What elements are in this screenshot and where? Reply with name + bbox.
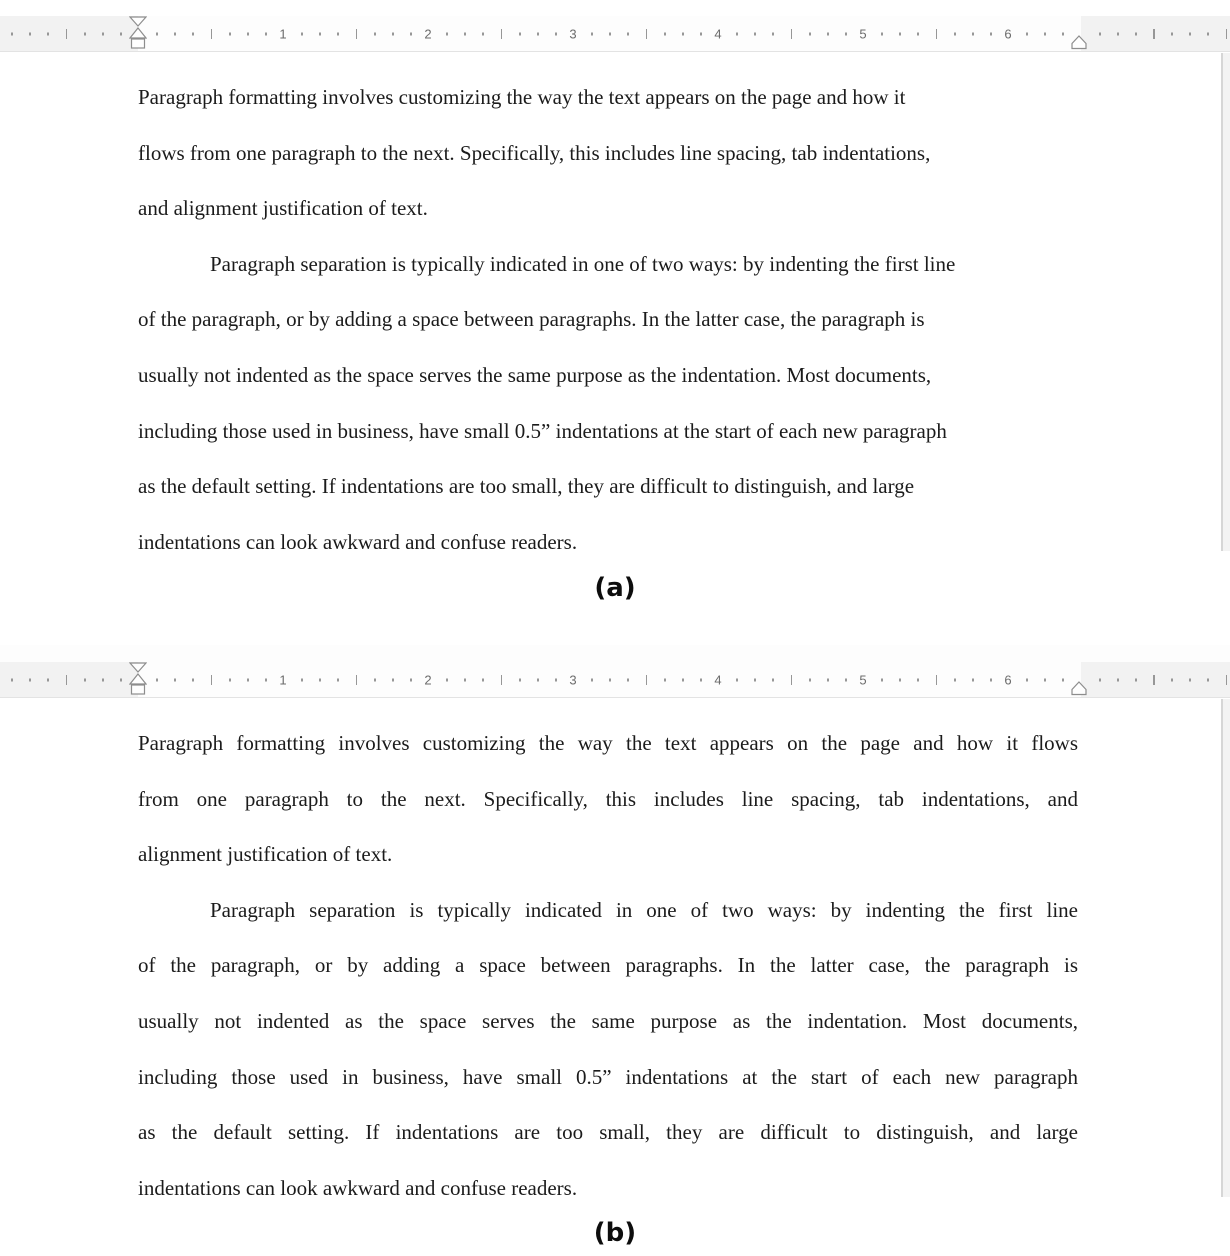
ruler-tick	[555, 32, 557, 35]
ruler-tick	[156, 32, 158, 35]
ruler-tick	[990, 32, 992, 35]
ruler-tick	[736, 32, 738, 35]
ruler-tick	[337, 678, 339, 681]
ruler-tick	[754, 32, 756, 35]
ruler-tick	[482, 678, 484, 681]
ruler-inch-number: 3	[569, 26, 577, 41]
ruler-tick	[1189, 32, 1191, 35]
ruler-tick	[1044, 678, 1046, 681]
ruler-tick	[1062, 32, 1064, 35]
ruler-tick	[84, 32, 86, 35]
text-line[interactable]: as the default setting. If indentations are too small, they are difficult to distinguish, and large	[138, 1120, 1078, 1145]
ruler-tick	[374, 32, 376, 35]
ruler-tick	[700, 678, 702, 681]
ruler-tick	[791, 29, 793, 39]
document-page[interactable]	[0, 52, 1230, 572]
text-line[interactable]: Paragraph formatting involves customizing the way the text appears on the page and how it	[138, 85, 906, 109]
ruler-tick	[192, 678, 194, 681]
ruler-tick	[627, 678, 629, 681]
hanging-indent-marker[interactable]	[129, 27, 147, 50]
text-line[interactable]: flows from one paragraph to the next. Specifically, this includes line spacing, tab indentations,	[138, 140, 931, 165]
ruler-tick	[1207, 678, 1209, 681]
ruler-tick	[537, 32, 539, 35]
ruler-tick	[247, 678, 249, 681]
ruler-tick	[646, 29, 648, 39]
ruler-tick	[519, 32, 521, 35]
figure-label-b: (b)	[593, 1218, 637, 1248]
right-indent-marker[interactable]	[1070, 35, 1088, 50]
ruler-tick	[1171, 678, 1173, 681]
text-line[interactable]: and alignment justification of text.	[138, 196, 428, 221]
ruler-tick	[501, 675, 503, 685]
ruler-tick	[11, 32, 13, 35]
ruler-tick	[972, 32, 974, 35]
ruler-tick	[664, 32, 666, 35]
ruler-tick	[47, 32, 49, 35]
ruler-tick	[845, 32, 847, 35]
ruler-tick	[1099, 678, 1101, 681]
ruler-tick	[1171, 32, 1173, 35]
ruler-tick	[809, 32, 811, 35]
left-indent-marker	[132, 39, 145, 48]
left-indent-marker	[132, 685, 145, 694]
ruler-tick	[664, 678, 666, 681]
ruler-tick	[301, 678, 303, 681]
text-line[interactable]: usually not indented as the space serves the same purpose as the indentation. Most documents,	[138, 1008, 1078, 1033]
ruler-tick	[682, 32, 684, 35]
ruler-inch-number: 5	[859, 672, 867, 687]
ruler-tick	[410, 32, 412, 35]
ruler-tick	[1189, 678, 1191, 681]
ruler-tick	[700, 32, 702, 35]
ruler-tick	[809, 678, 811, 681]
text-line[interactable]: alignment justification of text.	[138, 842, 393, 867]
ruler-tick	[754, 678, 756, 681]
ruler-tick	[446, 678, 448, 681]
ruler-tick	[1117, 32, 1119, 35]
ruler-tick	[845, 678, 847, 681]
ruler-tick	[990, 678, 992, 681]
document-text[interactable]	[0, 698, 1078, 1216]
ruler-tick	[609, 32, 611, 35]
ruler-tick	[899, 678, 901, 681]
ruler-tick	[174, 678, 176, 681]
ruler-tick	[102, 32, 104, 35]
ruler-tick	[29, 678, 31, 681]
ruler-tick	[646, 675, 648, 685]
ruler-tick	[591, 678, 593, 681]
text-line[interactable]: Paragraph separation is typically indicated in one of two ways: by indenting the first line	[210, 897, 1078, 922]
ruler-tick	[1226, 29, 1228, 39]
ruler-tick	[936, 29, 938, 39]
document-panel-b	[0, 645, 1230, 1206]
ruler-tick	[827, 32, 829, 35]
ruler-tick	[1099, 32, 1101, 35]
text-line[interactable]: of the paragraph, or by adding a space between paragraphs. In the latter case, the paragraph is	[138, 307, 925, 332]
ruler-tick	[1044, 32, 1046, 35]
ruler-tick	[772, 32, 774, 35]
ruler-tick	[519, 678, 521, 681]
ruler-tick	[47, 678, 49, 681]
ruler-tick	[972, 678, 974, 681]
ruler-tick	[66, 675, 68, 685]
ruler-inch-number: 1	[279, 672, 287, 687]
ruler-tick	[120, 32, 122, 35]
ruler-tick	[917, 678, 919, 681]
ruler-inch-number: 6	[1004, 672, 1012, 687]
ruler-tick	[1135, 32, 1137, 35]
ruler-inch-number: 4	[714, 672, 722, 687]
text-line[interactable]: Paragraph formatting involves customizing the way the text appears on the page and how it flows	[138, 731, 1078, 755]
text-line[interactable]: indentations can look awkward and confuse readers.	[138, 529, 578, 554]
ruler-tick	[954, 678, 956, 681]
ruler-inch-number: 1	[279, 26, 287, 41]
ruler-inch-number: 5	[859, 26, 867, 41]
horizontal-ruler[interactable]	[0, 662, 1230, 698]
ruler-inch-number: 6	[1004, 26, 1012, 41]
text-line[interactable]: usually not indented as the space serves the same purpose as the indentation. Most documents,	[138, 362, 932, 387]
ruler-inch-number: 2	[424, 26, 432, 41]
ruler-tick	[229, 678, 231, 681]
ruler-tick	[356, 29, 358, 39]
ruler-tick	[356, 675, 358, 685]
document-text[interactable]	[0, 52, 1078, 570]
document-panel-a	[0, 0, 1230, 572]
ruler-tick	[881, 32, 883, 35]
ruler-tick	[247, 32, 249, 35]
ruler-tick	[120, 678, 122, 681]
text-line[interactable]: as the default setting. If indentations are too small, they are difficult to distinguish, and large	[138, 474, 915, 499]
ruler-tick	[682, 678, 684, 681]
ruler-tick	[1226, 675, 1228, 685]
window-right-gutter	[1223, 53, 1230, 551]
ruler-inch-number: 3	[569, 672, 577, 687]
ruler-tick	[446, 32, 448, 35]
ruler-tick	[392, 678, 394, 681]
ruler-tick	[501, 29, 503, 39]
ruler-tick	[211, 29, 213, 39]
horizontal-ruler[interactable]	[0, 16, 1230, 52]
ruler-tick	[1117, 678, 1119, 681]
ruler-inch-number: 4	[714, 26, 722, 41]
hanging-indent-marker[interactable]	[129, 673, 147, 696]
text-line[interactable]: Paragraph separation is typically indicated in one of two ways: by indenting the first line	[210, 251, 956, 276]
ruler-tick	[627, 32, 629, 35]
ruler-tick	[1135, 678, 1137, 681]
right-indent-marker[interactable]	[1070, 681, 1088, 696]
ruler-tick	[102, 678, 104, 681]
ruler-tick	[482, 32, 484, 35]
ruler-tick	[374, 678, 376, 681]
text-line[interactable]: indentations can look awkward and confuse readers.	[138, 1175, 578, 1200]
ruler-tick	[29, 32, 31, 35]
figure-label-a: (a)	[594, 573, 636, 603]
ruler-tick	[772, 678, 774, 681]
document-page[interactable]	[0, 698, 1230, 1206]
text-line[interactable]: including those used in business, have small 0.5” indentations at the start of each new paragraph	[138, 418, 947, 443]
ruler-tick	[410, 678, 412, 681]
ruler-tick	[337, 32, 339, 35]
ruler-tick	[11, 678, 13, 681]
ruler-tick	[1153, 29, 1155, 39]
ruler-tick	[1026, 32, 1028, 35]
ruler-tick	[591, 32, 593, 35]
ruler-tick	[464, 678, 466, 681]
ruler-tick	[319, 678, 321, 681]
ruler-tick	[1026, 678, 1028, 681]
ruler-tick	[192, 32, 194, 35]
ruler-tick	[827, 678, 829, 681]
ruler-tick	[1207, 32, 1209, 35]
ruler-tick	[319, 32, 321, 35]
text-line[interactable]: including those used in business, have small 0.5” indentations at the start of each new paragraph	[138, 1064, 1078, 1089]
ruler-tick	[917, 32, 919, 35]
ruler-tick	[537, 678, 539, 681]
page-top-strip	[0, 645, 1230, 662]
text-line[interactable]: from one paragraph to the next. Specifically, this includes line spacing, tab indentations, and	[138, 786, 1078, 811]
ruler-tick	[156, 678, 158, 681]
ruler-tick	[66, 29, 68, 39]
text-line[interactable]: of the paragraph, or by adding a space between paragraphs. In the latter case, the paragraph is	[138, 953, 1078, 978]
window-right-gutter	[1223, 699, 1230, 1197]
page-top-strip	[0, 0, 1230, 16]
ruler-tick	[265, 32, 267, 35]
ruler-tick	[936, 675, 938, 685]
ruler-tick	[174, 32, 176, 35]
ruler-tick	[211, 675, 213, 685]
ruler-tick	[301, 32, 303, 35]
ruler-tick	[881, 678, 883, 681]
ruler-tick	[736, 678, 738, 681]
ruler-inch-number: 2	[424, 672, 432, 687]
ruler-tick	[609, 678, 611, 681]
ruler-tick	[392, 32, 394, 35]
ruler-tick	[791, 675, 793, 685]
ruler-tick	[464, 32, 466, 35]
ruler-tick	[555, 678, 557, 681]
ruler-tick	[1062, 678, 1064, 681]
ruler-tick	[954, 32, 956, 35]
ruler-tick	[229, 32, 231, 35]
ruler-tick	[1153, 675, 1155, 685]
ruler-tick	[899, 32, 901, 35]
ruler-tick	[84, 678, 86, 681]
ruler-tick	[265, 678, 267, 681]
